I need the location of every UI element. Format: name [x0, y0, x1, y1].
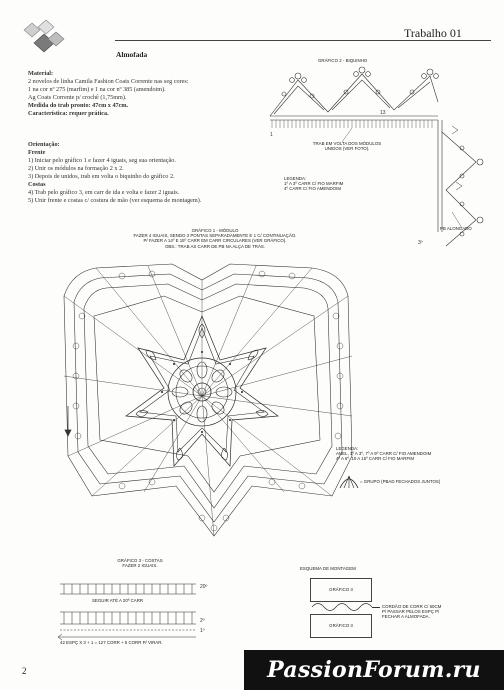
grafico1-title: GRÁFICO 1 - MÓDULO [191, 228, 239, 233]
grafico1-legend [336, 446, 496, 462]
grafico2-legend-line-1: 1º A 3º CARR C/ FIO MARFIM [284, 181, 344, 187]
grafico1-diagram [52, 256, 382, 546]
grafico2-legend [284, 176, 343, 192]
grafico2-note-line-1: TRAB EM VOLTA DOS MÓDULOS [312, 141, 382, 146]
esquema-note-line-1: CORDÃO DE CORR C/ 60CM [382, 604, 442, 609]
esquema-note-line-2: P/ PASSAR PELOS ESPÇ P/ [382, 609, 440, 615]
watermark-text: PassionForum.ru [267, 657, 481, 683]
page-number: 2 [22, 666, 27, 676]
material-line-3: Ag Coats Corrente p/ crochê (1,75mm). [28, 94, 127, 101]
esquema-box-bottom [310, 614, 372, 638]
grafico3-diagram [56, 572, 216, 650]
material-line-4: Medida do trab pronto: 47cm x 47cm. [28, 102, 129, 109]
grafico3-row-2: 2º [200, 618, 205, 624]
material-line-2: 1 na cor nº 275 (marfim) e 1 na cor nº 385 (amendoim). [28, 86, 166, 93]
grafico3-title-block [90, 558, 190, 568]
grupo-legend-text: = GRUPO (PBAD FECHADOS JUNTOS) [360, 479, 441, 484]
frente-step-3: 3) Depois de unidos, trab em volta o biquinho do gráfico 2. [28, 173, 175, 180]
grafico3-footer: 42 ESPÇ X 3 + 1 = 127 CORR + 5 CORR P/ VIRAR. [60, 640, 163, 645]
material-block [28, 70, 268, 118]
grafico3-row-20: 20º [200, 584, 208, 590]
grafico2-legend-title: LEGENDA: [284, 176, 307, 181]
logo-diamonds-icon [22, 18, 66, 58]
grafico3-title: GRÁFICO 3 - COSTAS [117, 558, 163, 563]
esquema-box-top-label: GRÁFICO 3 [329, 587, 353, 593]
esquema-box-top [310, 578, 372, 602]
grafico2-diagram [262, 62, 498, 252]
frente-step-2: 2) Unir os módulos na formação 2 x 2. [28, 165, 124, 172]
grafico3-repeat-label: SEGUIR ATÉ A 20ª CARR [92, 598, 144, 603]
grafico2-note [292, 141, 402, 151]
grafico1-legend-line-2: 4º A 6º, 10 A 15º CARR C/ FIO MARFIM [336, 456, 415, 462]
grafico1-line-4: OBS.: TRAB AS CARR DE PB NA ALÇA DE TRÁS. [164, 243, 266, 249]
grafico2-note-line-2: UNIDOS (VER FOTO). [324, 146, 370, 152]
instructions-heading: Orientação: [28, 141, 60, 148]
costas-step-1: 4) Trab pelo gráfico 3, em carr de ida e volta e fazer 2 iguais. [28, 189, 180, 196]
grafico2-legend-line-2: 4º CARR C/ FIO AMENDOIM [284, 186, 341, 192]
costas-step-2: 5) Unir frente e costas c/ costura de mão (ver esquema de montagem). [28, 197, 202, 204]
esquema-note-line-3: FECHAR A ALMOFADA. [382, 614, 430, 620]
material-heading: Material: [28, 70, 54, 77]
esquema-title: ESQUEMA DE MONTAGEM [300, 566, 356, 571]
grafico1-line-2: FAZER 4 IGUAIS, SENDO 3 PONTAS SEPARADAMENTE E 1 C/ CONTINUAÇÃO. [133, 233, 297, 239]
header-rule [115, 40, 491, 41]
pb-alongado-label: PB ALONGADO [440, 226, 472, 231]
grafico1-line-3: P/ FAZER A 14º E 15º CARR EM CARR CIRCULARES (VER GRÁFICO). [143, 238, 287, 244]
frente-label: Frente [28, 149, 46, 156]
watermark-banner [244, 650, 504, 690]
costas-label: Costas [28, 181, 46, 188]
grafico2-corner-number: 3º [418, 240, 423, 246]
esquema-note [382, 604, 492, 620]
esquema-cord-icon [310, 600, 372, 614]
grafico1-legend-title: LEGENDA: [336, 446, 359, 451]
grafico1-legend-line-1: ANEL, 1º A 3º, 7º A 9º CARR C/ FIO AMENDOIM [336, 451, 432, 457]
project-name: Almofada [116, 50, 148, 59]
grafico2-number-13: 13 [380, 110, 386, 116]
esquema-leader-line [372, 607, 380, 608]
page-title: Trabalho 01 [404, 26, 462, 40]
frente-step-1: 1) Iniciar pelo gráfico 1 e fazer 4 iguais, seg sua orientação. [28, 157, 176, 164]
grafico3-subtitle: FAZER 2 IGUAIS. [122, 563, 158, 569]
material-line-1: 2 novelos de linha Camila Fashion Coats Corrente nas seg cores: [28, 78, 189, 85]
grupo-symbol-icon [338, 472, 360, 492]
grafico2-number-1: 1 [270, 132, 273, 138]
material-line-5: Característica: requer prática. [28, 110, 109, 117]
grafico3-row-1: 1º [200, 628, 205, 634]
instructions-block [28, 141, 268, 205]
grafico2-title: GRÁFICO 2 - BIQUINHO [318, 58, 368, 63]
esquema-box-bottom-label: GRÁFICO 3 [329, 623, 353, 629]
grafico1-title-block [70, 228, 360, 249]
